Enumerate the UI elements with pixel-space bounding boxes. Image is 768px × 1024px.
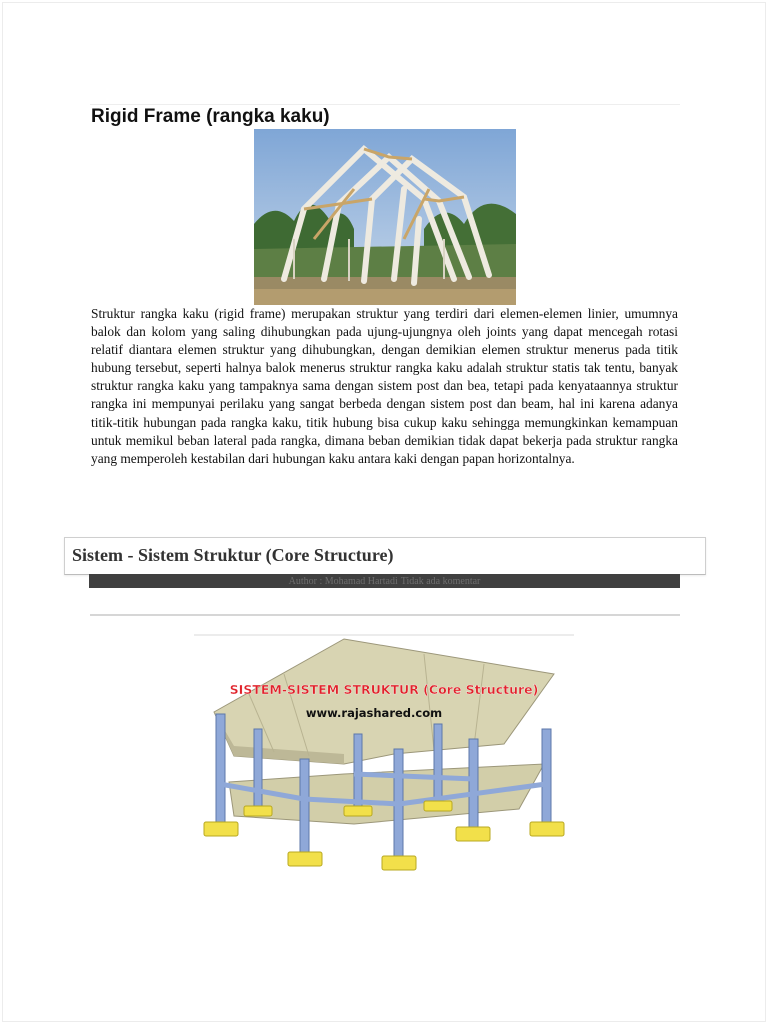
section-title[interactable]: Sistem - Sistem Struktur (Core Structure) xyxy=(72,545,394,565)
section-divider xyxy=(90,614,680,616)
rigid-frame-photo xyxy=(254,129,516,305)
article-title: Rigid Frame (rangka kaku) xyxy=(91,106,330,127)
illustration-website: www.rajashared.com xyxy=(305,706,443,720)
comments-link[interactable]: Tidak ada komentar xyxy=(400,575,481,587)
article-paragraph: Struktur rangka kaku (rigid frame) merupakan struktur yang terdiri dari elemen-elemen linier, umumnya balok dan kolom yang saling dihubungkan pada ujung-ujungnya oleh joints yang dapat mencegah rotasi relatif diantara elemen struktur yang dihubungkan, dengan demikian elemen struktur menerus pada titik hubung tersebut, seperti halnya balok menerus struktur rangka kaku adalah struktur statis tak tentu, banyak struktur rangka kaku yang tampaknya sama dengan sistem post dan bea, tetapi pada kenyataannya struktur rangka ini mempunyai perilaku yang sangat berbeda dengan sistem post dan beam, hal ini karena adanya titik-titik hubungan pada rangka kaku, titik hubung bisa cukup kaku sehingga memungkinkan kemampuan untuk memikul beban lateral pada rangka, dimana beban demikian tidak dapat bekerja pada struktur rangka yang memperoleh kestabilan dari hubungan kaku antara kaki dengan papan horizontalnya. xyxy=(91,306,678,466)
author-label: Author : Mohamad Hartadi xyxy=(288,575,398,587)
section-header-box xyxy=(64,537,706,575)
core-structure-illustration xyxy=(194,634,574,876)
author-bar xyxy=(89,574,680,588)
top-divider xyxy=(90,104,680,105)
illustration-heading: SISTEM-SISTEM STRUKTUR (Core Structure) xyxy=(229,682,539,697)
